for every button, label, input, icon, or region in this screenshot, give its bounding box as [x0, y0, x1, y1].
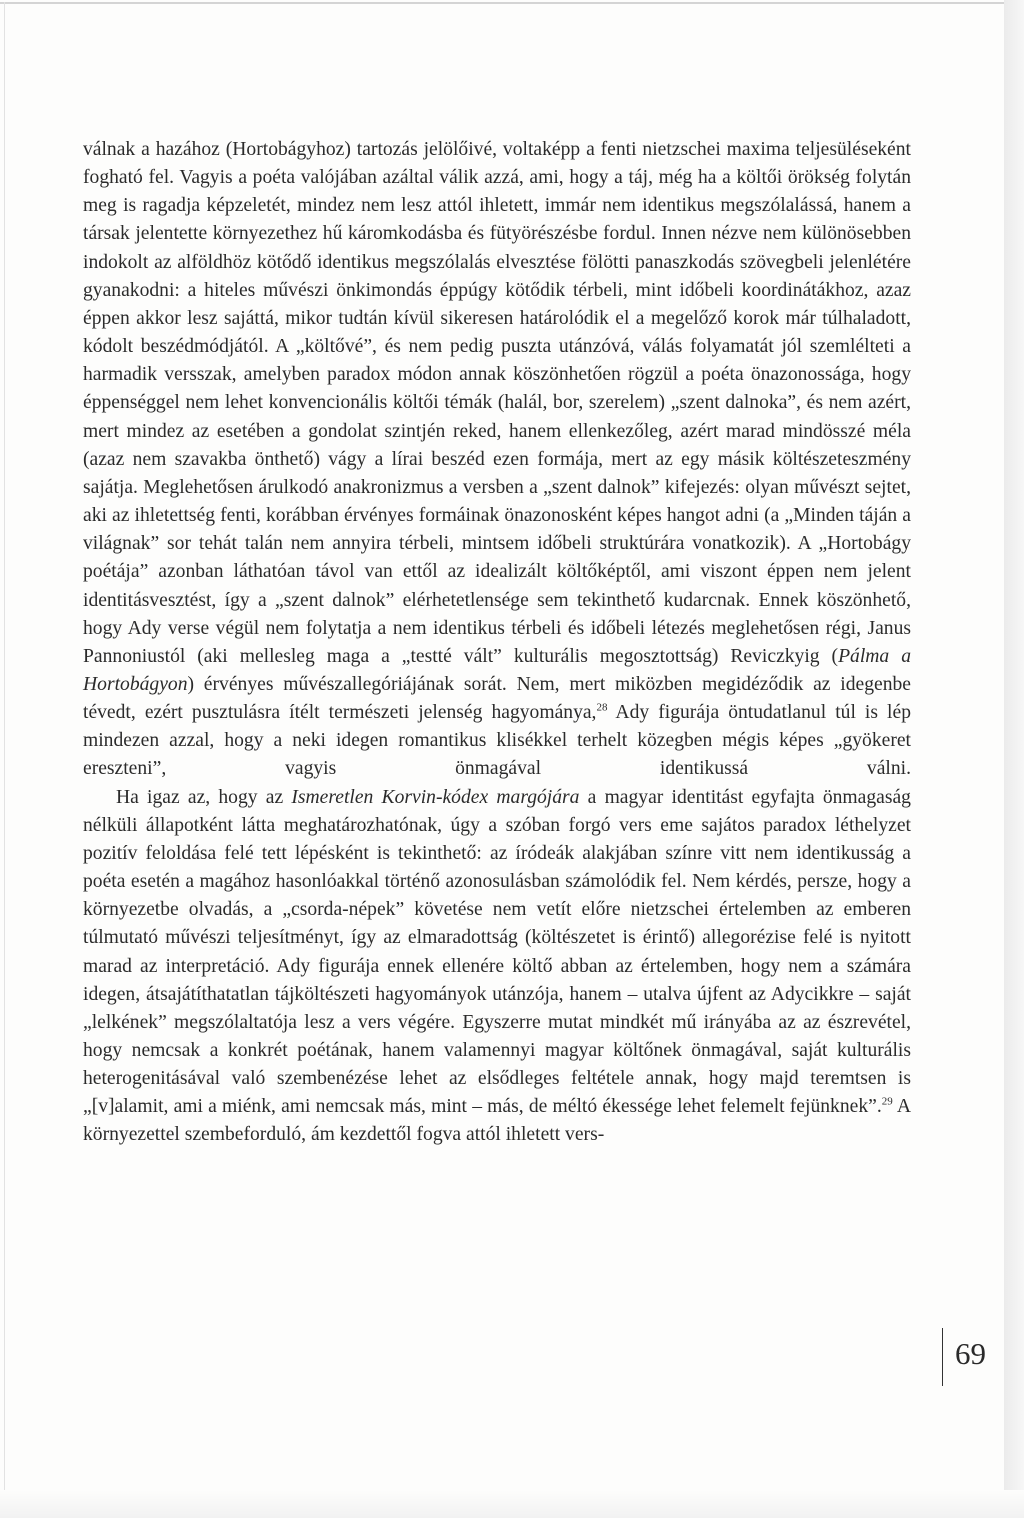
text-run: A környezettel szembeforduló, ám kezdettől fogva attól ihletett vers-	[83, 1096, 911, 1146]
scan-left-edge	[4, 2, 5, 1502]
scan-bottom-shadow	[0, 1490, 1024, 1518]
paragraph-1	[83, 136, 911, 784]
italic-title: Pálma a Hortobágyon	[83, 645, 911, 695]
italic-title: Ismeretlen Korvin-kódex margójára	[291, 786, 580, 808]
footnote-marker: 29	[881, 1095, 893, 1108]
text-run: a magyar identitást egyfajta önmagaság nélküli állapotként látta meghatározhatónak, úgy a szóban forgó vers eme sajátos paradox léthelyzet pozitív feloldása felé tett lépésként is tekinthető: az íródeák alakjában színre vitt nem identikusság a poéta esetén a magához hasonlóakkal történő azonosulásban számolódik fel. Nem kérdés, persze, hogy a környezetbe olvadás, a „csorda-népek” követése nem vetít előre nietzschei értelemben az emberen túlmutató művészi teljesítményt, így az elmaradottság (költészetet is érintő) allegorézise felé is nyitott marad az interpretáció. Ady figurája ennek ellenére költő abban az értelemben, hogy nem a számára idegen, átsajátíthatatlan tájköltészeti hagyományok utánzója, hanem – utalva újfent az Adycikkre – saját „lelkének” megszólaltatója lesz a vers végére. Egyszerre mutat mindkét mű irányába az az észrevétel, hogy nemcsak a konkrét poétának, hanem valamennyi magyar költőnek önmagával, saját kulturális heterogenitásával való szembenézése lehet az elsődleges feltétele annak, hogy majd teremtsen is „[v]alamit, ami a miénk, ami nemcsak más, mint – más, de méltó ékessége lehet felemelt fejünknek”.	[83, 786, 911, 1118]
text-run: válnak a hazához (Hortobágyhoz) tartozás jelölőivé, voltaképp a fenti nietzschei maxima teljesüléseként fogható fel. Vagyis a poéta valójában azáltal válik azzá, ami, hogy a táj, még ha a költői örökség folytán meg is ragadja képzeletét, mindez nem lesz attól ihletett, immár nem identikus megszólalássá, hanem a társak jelentette környezethez hű káromkodásba és fütyörészésbe fordul. Innen nézve nem különösebben indokolt az alföldhöz kötődő identikus megszólalás elvesztése fölötti panaszkodás szövegbeli jelenlétére gyanakodni: a hiteles művészi önkimondás éppúgy kötődik térbeli, mint időbeli koordinátákhoz, azaz éppen akkor lesz sajáttá, mikor tudtán kívül sikeresen határolódik el a megelőző korok már túlhaladott, kódolt beszédmódjától. A „költővé”, és nem pedig puszta utánzóvá, válás folyamatát jól szemlélteti a harmadik versszak, amelyben paradox módon annak köszönhetően rögzül a poéta önazonossága, hogy éppenséggel nem lehet konvencionális költői témák (halál, bor, szerelem) „szent dalnoka”, és nem azért, mert mindez az esetében a gondolat szintjén reked, hanem ellenkezőleg, azért marad mindösszé méla (azaz nem szavakba önthető) vágy a lírai beszéd ezen formája, mert az egy másik költészeteszmény sajátja. Meglehetősen árulkodó anakronizmus a versben a „szent dalnok” kifejezés: olyan művészt sejtet, aki az ihletettség fenti, korábban érvényes formáinak önazonosként képes hangot adni (a „Minden táján a világnak” sor tehát talán nem annyira térbeli, mintsem időbeli struktúrára vonatkozik). A „Hortobágy poétája” azonban láthatóan távol van ettől az idealizált költőképtől, ami viszont éppen nem jelent identitásvesztést, így a „szent dalnok” elérhetetlensége sem tekinthető kudarcnak. Ennek köszönhető, hogy Ady verse végül nem folytatja a nem identikus térbeli és időbeli létezés meglehetősen régi, Janus Pannoniustól (aki mellesleg maga a „testté vált” kulturális megosztottság) Reviczkyig (	[83, 139, 911, 667]
scan-top-edge	[0, 2, 1004, 4]
text-run: Ha igaz az, hogy az	[116, 786, 292, 808]
page-number-rule	[942, 1328, 943, 1386]
text-run: ) érvényes művészallegóriájának sorát. Nem, mert miközben megidéződik az idegenbe tévedt, ezért pusztulásra ítélt természeti jelenség hagyománya,	[83, 673, 911, 724]
text-run: Ady figurája öntudatlanul túl is lép mindezen azzal, hogy a neki idegen romantikus klisékkel terhelt közegben mégis képes „gyökeret ereszteni”, vagyis önmagával identikussá válni.	[83, 702, 911, 780]
scan-right-shadow	[1004, 0, 1024, 1518]
page-number: 69	[955, 1336, 986, 1371]
paragraph-2	[83, 784, 911, 1150]
footnote-marker: 28	[596, 701, 608, 714]
body-text	[83, 136, 911, 1150]
